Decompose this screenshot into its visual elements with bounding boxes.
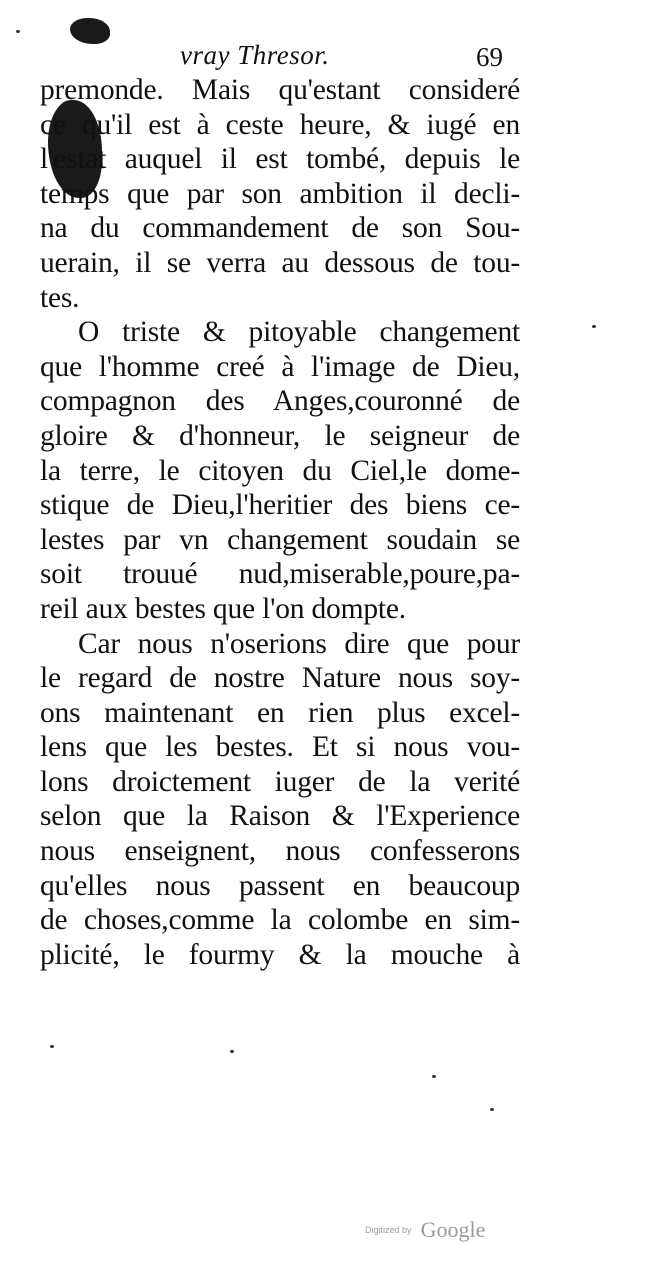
text-line: soit trouué nud,miserable,poure,pa- (40, 558, 520, 591)
text-line: lons droictement iuger de la verité (40, 765, 520, 798)
text-line: plicité, le fourmy & la mouche à (40, 938, 520, 971)
text-line: gloire & d'honneur, le seigneur de (40, 419, 520, 452)
running-title: vray Thresor. (180, 40, 330, 70)
text-line: compagnon des Anges,couronné de (40, 385, 520, 418)
text-line: la terre, le citoyen du Ciel,le dome- (40, 454, 520, 487)
text-line: reil aux bestes que l'on dompte. (40, 592, 406, 625)
digitized-watermark (365, 1217, 485, 1243)
body-text (40, 73, 520, 972)
text-line: qu'elles nous passent en beaucoup (40, 869, 520, 902)
scan-speck (230, 1050, 234, 1053)
scan-speck (592, 325, 596, 328)
scan-speck (16, 30, 20, 33)
scan-speck (490, 1108, 494, 1111)
text-line: lestes par vn changement soudain se (40, 523, 520, 556)
paragraph-first-line: Car nous n'oserions dire que pour (78, 627, 520, 660)
text-line: na du commandement de son Sou- (40, 212, 520, 245)
text-line: ons maintenant en rien plus excel- (40, 696, 520, 729)
text-line: premonde. Mais qu'estant consideré (40, 74, 520, 106)
digitized-label: Digitized by (365, 1225, 412, 1235)
text-line: stique de Dieu,l'heritier des biens ce- (40, 489, 520, 522)
text-line: tes. (40, 281, 80, 314)
text-line: que l'homme creé à l'image de Dieu, (40, 350, 520, 383)
text-line: nous enseignent, nous confesserons (40, 835, 520, 868)
text-line: uerain, il se verra au dessous de tou- (40, 246, 520, 279)
scan-speck (432, 1075, 436, 1078)
scan-speck (50, 1045, 54, 1048)
text-line: de choses,comme la colombe en sim- (40, 904, 520, 937)
text-line: temps que par son ambition il decli- (40, 177, 520, 210)
text-line: l'estat auquel il est tombé, depuis le (40, 143, 520, 176)
page-number: 69 (476, 42, 503, 72)
text-line: selon que la Raison & l'Experience (40, 800, 520, 833)
text-line: lens que les bestes. Et si nous vou- (40, 731, 520, 764)
text-line: ce qu'il est à ceste heure, & iugé en (40, 108, 520, 141)
paragraph-first-line: O triste & pitoyable changement (78, 316, 520, 349)
text-line: le regard de nostre Nature nous soy- (40, 662, 520, 695)
google-logo-text: Google (420, 1217, 486, 1242)
